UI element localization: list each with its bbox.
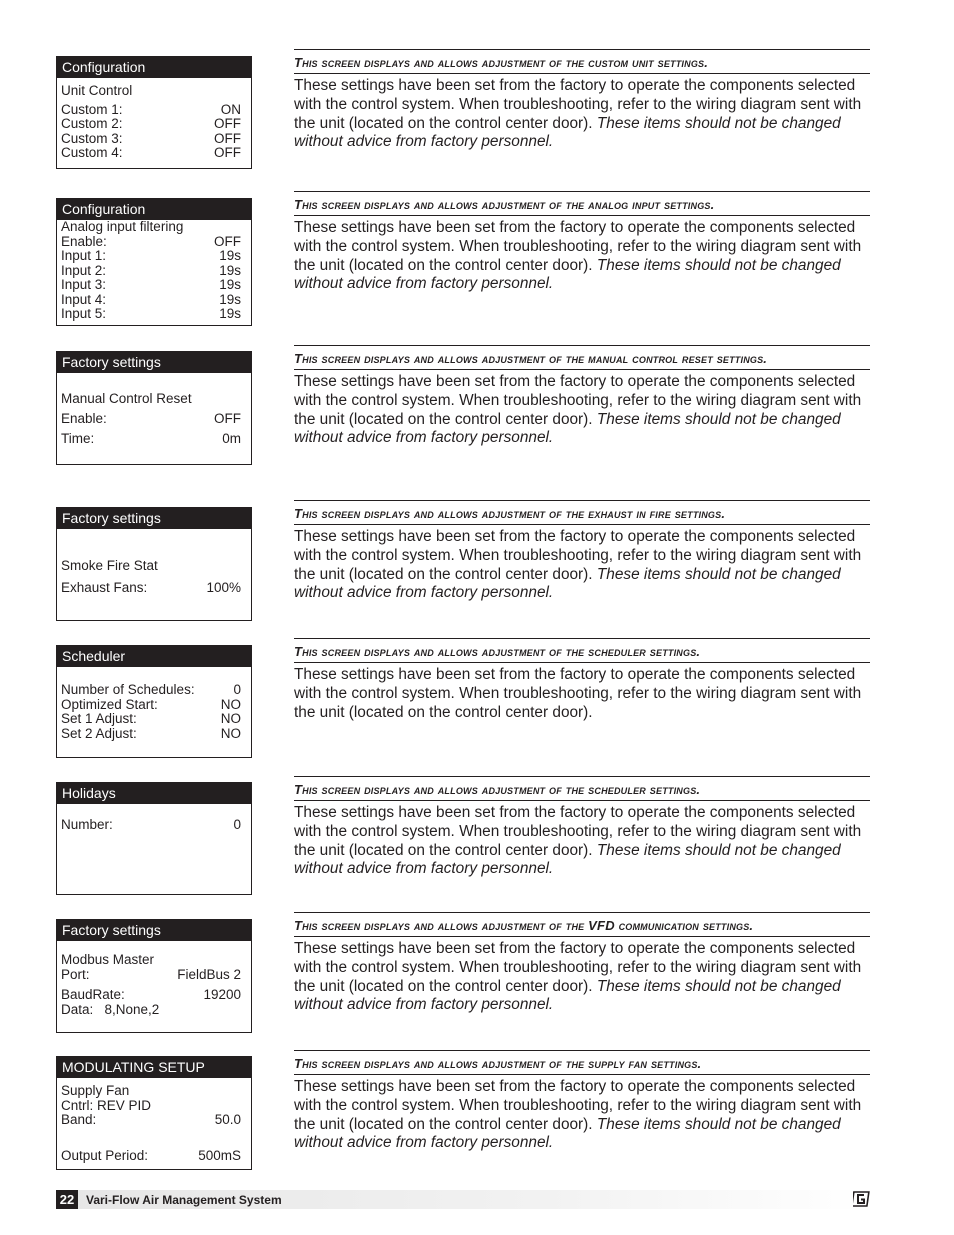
warning-note: These items should not be changed without advice from factory personnel. bbox=[294, 256, 841, 293]
row-label: Port: bbox=[61, 966, 90, 982]
row-label: Band: bbox=[61, 1112, 97, 1127]
screen-row bbox=[61, 1149, 241, 1164]
description-block bbox=[294, 912, 870, 1015]
row-label: Data: 8,None,2 bbox=[61, 1001, 160, 1017]
page-number: 22 bbox=[56, 1190, 78, 1209]
screen-row bbox=[61, 389, 241, 409]
row-value: 0 bbox=[233, 682, 241, 697]
holidays-screen bbox=[56, 782, 252, 895]
row-label: Custom 3: bbox=[61, 130, 123, 146]
row-label: Exhaust Fans: bbox=[61, 580, 148, 595]
row-value: 19s bbox=[219, 306, 241, 321]
row-label: Modbus Master bbox=[61, 952, 155, 967]
row-label: Custom 2: bbox=[61, 116, 123, 131]
screen-row bbox=[61, 132, 241, 147]
row-value: FieldBus 2 bbox=[177, 966, 241, 982]
description-block bbox=[294, 776, 870, 879]
row-label: Enable: bbox=[61, 411, 107, 426]
screen-row bbox=[61, 278, 241, 293]
row-label: Custom 4: bbox=[61, 145, 123, 160]
screen-row bbox=[61, 409, 241, 429]
warning-note: These items should not be changed without advice from factory personnel. bbox=[294, 841, 841, 878]
description-text bbox=[294, 216, 870, 294]
screen-row bbox=[61, 577, 241, 599]
description-title: This screen displays and allows adjustment of the manual control reset settings. bbox=[294, 351, 768, 366]
description-block bbox=[294, 638, 870, 722]
row-value: OFF bbox=[214, 233, 241, 249]
row-value: NO bbox=[220, 711, 241, 726]
row-label: Enable: bbox=[61, 233, 107, 249]
row-value: NO bbox=[220, 696, 241, 712]
config-custom-screen bbox=[56, 56, 252, 169]
scheduler-screen bbox=[56, 645, 252, 758]
screen-header: Scheduler bbox=[57, 646, 251, 667]
warning-note: These items should not be changed without advice from factory personnel. bbox=[294, 410, 841, 447]
row-label: Input 4: bbox=[61, 291, 107, 307]
body-text: These settings have been set from the factory to operate the components selected with the control system. When troubleshooting, refer to the wiring diagram sent with the unit (located on the control center door). bbox=[294, 666, 862, 721]
page-footer bbox=[56, 1190, 870, 1209]
row-label: Set 1 Adjust: bbox=[61, 711, 137, 726]
screen-row bbox=[61, 117, 241, 132]
description-title: This screen displays and allows adjustment of the custom unit settings. bbox=[294, 55, 709, 70]
body-text: These settings have been set from the factory to operate the components selected with the control system. When troubleshooting, refer to the wiring diagram sent with the unit (located on the control center door). bbox=[294, 373, 862, 428]
row-label: Number of Schedules: bbox=[61, 682, 195, 697]
row-label: Analog input filtering bbox=[61, 219, 184, 234]
footer-title: Vari-Flow Air Management System bbox=[86, 1192, 282, 1207]
description-text bbox=[294, 370, 870, 448]
warning-note: These items should not be changed without advice from factory personnel. bbox=[294, 114, 841, 151]
screen-row bbox=[61, 249, 241, 264]
description-title: This screen displays and allows adjustment of the scheduler settings. bbox=[294, 644, 701, 659]
description-block bbox=[294, 1050, 870, 1153]
body-text: These settings have been set from the factory to operate the components selected with the control system. When troubleshooting, refer to the wiring diagram sent with the unit (located on the control center door). bbox=[294, 940, 862, 995]
description-title: This screen displays and allows adjustment of the scheduler settings. bbox=[294, 782, 701, 797]
row-label: Input 5: bbox=[61, 306, 107, 321]
screen-row bbox=[61, 1084, 241, 1099]
screen-row bbox=[61, 727, 241, 742]
row-label: BaudRate: bbox=[61, 987, 125, 1002]
screen-row bbox=[61, 988, 241, 1003]
screen-row bbox=[61, 555, 241, 577]
row-label: Unit Control bbox=[61, 83, 133, 98]
modulating-setup-screen bbox=[56, 1056, 252, 1170]
screen-row bbox=[61, 235, 241, 250]
description-title: This screen displays and allows adjustment of the VFD communication settings. bbox=[294, 918, 754, 933]
screen-row bbox=[61, 968, 241, 983]
screen-row bbox=[61, 712, 241, 727]
row-label: Input 3: bbox=[61, 277, 107, 292]
screen-row bbox=[61, 220, 241, 235]
description-block bbox=[294, 345, 870, 448]
row-label: Cntrl: REV PID bbox=[61, 1097, 152, 1113]
description-block bbox=[294, 500, 870, 603]
warning-note: These items should not be changed without advice from factory personnel. bbox=[294, 1115, 841, 1152]
screen-header: Factory settings bbox=[57, 508, 251, 529]
row-value: OFF bbox=[214, 411, 241, 426]
screen-row bbox=[61, 84, 241, 99]
screen-row bbox=[61, 1099, 241, 1114]
row-value: 19s bbox=[219, 277, 241, 292]
screen-row bbox=[61, 429, 241, 449]
row-label: Time: bbox=[61, 431, 95, 446]
row-value: 19s bbox=[219, 262, 241, 278]
description-text bbox=[294, 663, 870, 722]
row-value: OFF bbox=[214, 116, 241, 131]
screen-row bbox=[61, 1113, 241, 1128]
row-value: NO bbox=[220, 725, 241, 741]
screen-row bbox=[61, 818, 241, 833]
row-label: Input 2: bbox=[61, 262, 107, 278]
screen-header: MODULATING SETUP bbox=[57, 1057, 251, 1078]
screen-header: Configuration bbox=[57, 57, 251, 78]
row-label: Optimized Start: bbox=[61, 696, 158, 712]
manual-reset-screen bbox=[56, 351, 252, 465]
row-value: 0m bbox=[222, 431, 241, 446]
row-value: 19s bbox=[219, 248, 241, 263]
description-block bbox=[294, 49, 870, 152]
description-text bbox=[294, 525, 870, 603]
row-value: ON bbox=[220, 101, 241, 117]
row-value: OFF bbox=[214, 145, 241, 160]
screen-row bbox=[61, 264, 241, 279]
description-title: This screen displays and allows adjustment of the analog input settings. bbox=[294, 197, 715, 212]
description-title: This screen displays and allows adjustment of the supply fan settings. bbox=[294, 1056, 702, 1071]
screen-row bbox=[61, 698, 241, 713]
row-label: Number: bbox=[61, 817, 113, 832]
description-text bbox=[294, 937, 870, 1015]
body-text: These settings have been set from the factory to operate the components selected with the control system. When troubleshooting, refer to the wiring diagram sent with the unit (located on the control center door). bbox=[294, 219, 862, 274]
row-value: 50.0 bbox=[214, 1112, 241, 1127]
row-label: Manual Control Reset bbox=[61, 391, 192, 406]
modbus-screen bbox=[56, 919, 252, 1033]
screen-header: Holidays bbox=[57, 783, 251, 804]
row-value: 100% bbox=[206, 580, 241, 595]
description-text bbox=[294, 801, 870, 879]
description-text bbox=[294, 1075, 870, 1153]
screen-row bbox=[61, 1003, 241, 1018]
screen-header: Factory settings bbox=[57, 352, 251, 373]
screen-header: Configuration bbox=[57, 199, 251, 220]
description-text bbox=[294, 74, 870, 152]
row-label: Input 1: bbox=[61, 248, 107, 263]
row-label: Supply Fan bbox=[61, 1083, 130, 1098]
greenheck-g-logo-icon bbox=[853, 1191, 870, 1207]
warning-note: These items should not be changed without advice from factory personnel. bbox=[294, 977, 841, 1014]
screen-row bbox=[61, 953, 241, 968]
row-label: Custom 1: bbox=[61, 101, 123, 117]
row-value: OFF bbox=[214, 130, 241, 146]
row-value: 19s bbox=[219, 291, 241, 307]
body-text: These settings have been set from the factory to operate the components selected with the control system. When troubleshooting, refer to the wiring diagram sent with the unit (located on the control center door). bbox=[294, 528, 862, 583]
row-value: 500mS bbox=[198, 1147, 241, 1163]
row-label: Set 2 Adjust: bbox=[61, 725, 137, 741]
warning-note: These items should not be changed without advice from factory personnel. bbox=[294, 565, 841, 602]
row-value: 0 bbox=[233, 817, 241, 832]
screen-row bbox=[61, 307, 241, 322]
smoke-fire-screen bbox=[56, 507, 252, 621]
row-label: Output Period: bbox=[61, 1147, 149, 1163]
description-title: This screen displays and allows adjustment of the exhaust in fire settings. bbox=[294, 506, 726, 521]
screen-header: Factory settings bbox=[57, 920, 251, 941]
body-text: These settings have been set from the factory to operate the components selected with the control system. When troubleshooting, refer to the wiring diagram sent with the unit (located on the control center door). bbox=[294, 1078, 862, 1133]
body-text: These settings have been set from the factory to operate the components selected with the control system. When troubleshooting, refer to the wiring diagram sent with the unit (located on the control center door). bbox=[294, 804, 862, 859]
row-value: 19200 bbox=[203, 987, 241, 1002]
screen-row bbox=[61, 146, 241, 161]
config-analog-screen bbox=[56, 198, 252, 326]
row-label: Smoke Fire Stat bbox=[61, 558, 158, 573]
description-block bbox=[294, 191, 870, 294]
screen-row bbox=[61, 683, 241, 698]
body-text: These settings have been set from the factory to operate the components selected with the control system. When troubleshooting, refer to the wiring diagram sent with the unit (located on the control center door). bbox=[294, 77, 862, 132]
screen-row bbox=[61, 103, 241, 118]
screen-row bbox=[61, 293, 241, 308]
